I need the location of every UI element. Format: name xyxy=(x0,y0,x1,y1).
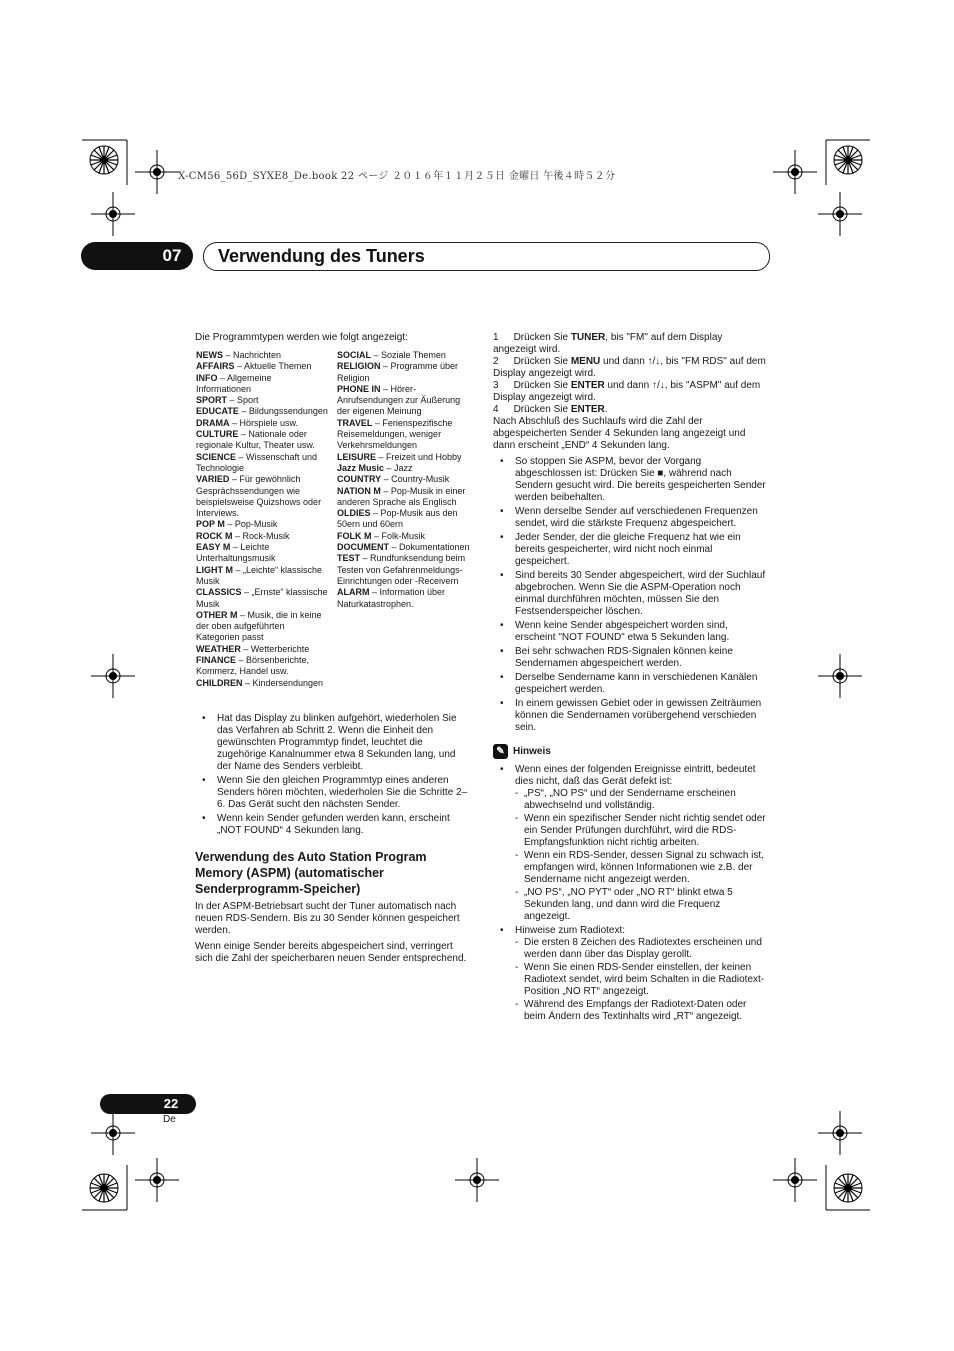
aspm-notes-list xyxy=(493,456,768,734)
list-item: • Sind bereits 30 Sender abgespeichert, wird der Suchlauf abgebrochen. Wenn Sie die ASPM-Operation noch einmal durchführen möchten, müssen Sie den Festsenderspeicher löschen. xyxy=(493,570,768,618)
program-type-code: OLDIES xyxy=(337,508,371,519)
program-type-description: – Wissenschaft und Technologie xyxy=(196,451,318,473)
program-type-entry xyxy=(337,418,470,452)
program-type-entry xyxy=(337,474,470,485)
program-type-entry xyxy=(337,553,470,587)
program-type-code: FINANCE xyxy=(196,655,236,666)
program-type-code: SCIENCE xyxy=(196,451,237,462)
program-type-description: – Börsenberichte, Kommerz, Handel usw. xyxy=(196,655,310,677)
list-item: • Wenn keine Sender abgespeichert worden sind, erscheint "NOT FOUND" etwa 5 Sekunden lang. xyxy=(493,620,768,644)
program-type-description: – „Ernste“ klassische Musik xyxy=(196,587,328,609)
list-item: - Während des Empfangs der Radiotext-Daten oder beim Ändern des Textinhalts wird „RT“ angezeigt. xyxy=(493,999,768,1023)
step-text-post: und dann ↑/↓, bis "ASPM" auf dem Display angezeigt wird. xyxy=(493,380,761,403)
program-type-description: – Pop-Musik in einer anderen Sprache als Englisch xyxy=(337,485,466,507)
hint-block xyxy=(493,764,768,1025)
program-type-entry xyxy=(337,350,470,361)
program-type-entry xyxy=(196,452,328,475)
list-item: - Die ersten 8 Zeichen des Radiotextes erscheinen und werden dann über das Display gerollt. xyxy=(493,937,768,961)
program-type-description: – Jazz xyxy=(384,462,413,473)
program-type-entry xyxy=(337,508,470,531)
program-type-entry xyxy=(196,373,328,396)
list-item: - „NO PS“, „NO PYT“ oder „NO RT“ blinkt etwa 5 Sekunden lang, und dann wird die Frequenz angezeigt. xyxy=(493,887,768,923)
section-heading-aspm: Verwendung des Auto Station Program Memory (ASPM) (automatischer Senderprogramm-Speicher) xyxy=(195,850,427,896)
program-type-code: TRAVEL xyxy=(337,417,373,428)
list-item: • Hat das Display zu blinken aufgehört, wiederholen Sie das Verfahren ab Schritt 2. Wenn die Einheit den gewünschten Programmtyp findet, leuchtet die zugehörige Kanalnummer etwa 8 Sekunden lang, und der Name des Senders verbleibt. xyxy=(195,713,470,773)
program-type-entry xyxy=(337,542,470,553)
hint-sub-list xyxy=(493,937,768,1023)
program-type-code: INFO xyxy=(196,372,218,383)
step-number: 3 xyxy=(493,380,499,391)
program-type-description: – Pop-Musik aus den 50ern und 60ern xyxy=(337,508,458,530)
hint-bullet-text: Hinweise zum Radiotext: xyxy=(515,925,626,936)
program-type-entry xyxy=(196,610,328,644)
program-type-description: – Hörspiele usw. xyxy=(229,417,299,428)
program-type-description: – Rock-Musik xyxy=(232,530,290,541)
program-type-code: WEATHER xyxy=(196,643,241,654)
program-types-intro: Die Programmtypen werden wie folgt angezeigt: xyxy=(195,332,408,343)
list-item: • Wenn kein Sender gefunden werden kann, erscheint „NOT FOUND“ 4 Sekunden lang. xyxy=(195,813,470,837)
program-type-description: – Nationale oder regionale Kultur, Theater usw. xyxy=(196,429,315,451)
list-item: - Wenn Sie einen RDS-Sender einstellen, der keinen Radiotext sendet, wird beim Schalten in die Radiotext-Position „NO RT“ angezeigt. xyxy=(493,962,768,998)
program-type-entry xyxy=(196,587,328,610)
program-type-entry xyxy=(196,395,328,406)
list-item: • In einem gewissen Gebiet oder in gewissen Zeiträumen können die Sendernamen vorübergehend verschieden sein. xyxy=(493,698,768,734)
note-icon: ✎ xyxy=(493,744,508,759)
list-item: - „PS“, „NO PS“ und der Sendername erscheinen abwechselnd und vollständig. xyxy=(493,788,768,812)
list-item: • Wenn Sie den gleichen Programmtyp eines anderen Senders hören möchten, wiederholen Sie die Schritte 2–6. Das Gerät sucht den nächsten Sender. xyxy=(195,775,470,811)
program-type-code: SPORT xyxy=(196,395,228,406)
program-type-description: – Nachrichten xyxy=(223,350,282,360)
program-type-code: Jazz Music xyxy=(337,462,385,473)
program-type-description: – Programme über Religion xyxy=(337,361,459,383)
program-type-description: – Wetterberichte xyxy=(240,643,310,654)
step-2 xyxy=(493,356,768,380)
program-type-code: VARIED xyxy=(196,474,230,485)
after-steps-text: Nach Abschluß des Suchlaufs wird die Zahl der abgespeicherten Sender 4 Sekunden lang angezeigt und dann erscheint „END“ 4 Sekunden lang. xyxy=(493,416,746,451)
program-type-entry xyxy=(196,418,328,429)
program-type-entry xyxy=(196,474,328,519)
program-type-description: – Musik, die in keine der oben aufgeführten Kategorien passt xyxy=(196,609,322,643)
program-type-entry xyxy=(196,655,328,678)
page-number: 22 xyxy=(163,1096,179,1111)
chapter-title: Verwendung des Tuners xyxy=(218,246,425,266)
program-type-code: CHILDREN xyxy=(196,677,243,688)
program-type-code: LEISURE xyxy=(337,451,377,462)
program-type-entry xyxy=(196,531,328,542)
program-type-code: NEWS xyxy=(196,350,223,360)
key-label: ENTER xyxy=(570,380,605,391)
program-type-description: – Rundfunksendung beim Testen von Gefahrenmeldungs-Einrichtungen oder -Receivern xyxy=(337,553,466,586)
program-type-description: – Folk-Musik xyxy=(371,530,426,541)
step-text-post: und dann ↑/↓, bis "FM RDS" auf dem Display angezeigt wird. xyxy=(493,356,766,379)
list-item: • So stoppen Sie ASPM, bevor der Vorgang abgeschlossen ist: Drücken Sie ■, während nach Sendern gesucht wird. Die bereits gespeicherten Sender werden beibehalten. xyxy=(493,456,768,504)
program-type-code: COUNTRY xyxy=(337,474,382,485)
program-type-entry xyxy=(196,644,328,655)
program-type-entry xyxy=(196,565,328,588)
program-type-code: POP M xyxy=(196,519,225,530)
program-type-code: FOLK M xyxy=(337,530,372,541)
program-type-code: TEST xyxy=(337,553,361,564)
step-number: 1 xyxy=(493,332,499,343)
program-type-code: RELIGION xyxy=(337,361,381,372)
step-text-pre: Drücken Sie xyxy=(513,404,571,415)
program-type-entry xyxy=(196,678,328,689)
aspm-paragraph-1: In der ASPM-Betriebsart sucht der Tuner automatisch nach neuen RDS-Sendern. Bis zu 30 Sender können gespeichert werden. xyxy=(195,901,460,936)
program-type-description: – Dokumentationen xyxy=(389,542,470,553)
program-type-description: – Sport xyxy=(227,395,259,406)
program-type-code: DRAMA xyxy=(196,417,230,428)
right-column xyxy=(493,332,768,736)
language-code: De xyxy=(163,1114,176,1125)
step-4 xyxy=(493,404,768,416)
program-type-description: – Allgemeine Informationen xyxy=(196,372,272,394)
list-item xyxy=(493,764,768,923)
program-type-code: DOCUMENT xyxy=(337,542,389,553)
left-column xyxy=(195,332,470,344)
step-1 xyxy=(493,332,768,356)
list-item: • Jeder Sender, der die gleiche Frequenz hat wie ein bereits gespeicherter, wird nicht noch einmal gespeichert. xyxy=(493,532,768,568)
list-item: - Wenn ein RDS-Sender, dessen Signal zu schwach ist, empfangen wird, können Informationen wie z.B. der Sendername nicht angezeigt werden. xyxy=(493,850,768,886)
list-item xyxy=(493,925,768,1023)
program-type-entry xyxy=(196,429,328,452)
list-item: • Wenn derselbe Sender auf verschiedenen Frequenzen sendet, wird die stärkste Frequenz abgespeichert. xyxy=(493,506,768,530)
step-number: 2 xyxy=(493,356,499,367)
program-type-description: – Freizeit und Hobby xyxy=(376,451,462,462)
program-type-description: – Information über Naturkatastrophen. xyxy=(337,587,446,609)
key-label: ENTER xyxy=(570,404,605,415)
hint-list xyxy=(493,764,768,1023)
program-types-list-2 xyxy=(337,350,470,610)
program-type-description: – Leichte Unterhaltungsmusik xyxy=(196,542,276,564)
list-item: • Derselbe Sendername kann in verschiedenen Kanälen gespeichert werden. xyxy=(493,672,768,696)
step-text-post: , bis "FM" auf dem Display angezeigt wird. xyxy=(493,332,723,355)
step-text-pre: Drücken Sie xyxy=(513,356,571,367)
program-type-code: ALARM xyxy=(337,587,370,598)
step-number: 4 xyxy=(493,404,499,415)
left-bullets-block xyxy=(195,713,470,965)
program-type-code: PHONE IN xyxy=(337,383,381,394)
program-type-entry xyxy=(337,452,470,463)
program-type-entry xyxy=(196,361,328,372)
program-type-code: SOCIAL xyxy=(337,350,372,360)
list-item: • Bei sehr schwachen RDS-Signalen können keine Sendernamen abgespeichert werden. xyxy=(493,646,768,670)
step-text-post: . xyxy=(604,404,608,415)
program-type-entry xyxy=(337,486,470,509)
print-info-line: X-CM56_56D_SYXE8_De.book 22 ページ ２０１６年１１月２５日 金曜日 午後４時５２分 xyxy=(178,171,616,182)
program-type-code: EASY M xyxy=(196,542,231,553)
program-type-description: – Kindersendungen xyxy=(242,677,324,688)
program-type-code: CULTURE xyxy=(196,429,239,440)
program-type-description: – Für gewöhnlich Gesprächssendungen wie beispielsweise Quizshows oder Interviews. xyxy=(196,474,322,519)
program-type-entry xyxy=(196,350,328,361)
program-type-entry xyxy=(196,406,328,417)
hint-bullet-text: Wenn eines der folgenden Ereignisse eintritt, bedeutet dies nicht, daß das Gerät defekt ist: xyxy=(515,764,756,787)
program-type-entry xyxy=(196,542,328,565)
hint-sub-list xyxy=(493,788,768,923)
step-3 xyxy=(493,380,768,404)
hint-label: Hinweis xyxy=(513,746,551,757)
left-bullet-list xyxy=(195,713,470,837)
program-type-code: ROCK M xyxy=(196,530,233,541)
program-type-code: EDUCATE xyxy=(196,406,239,417)
aspm-paragraph-2: Wenn einige Sender bereits abgespeichert sind, verringert sich die Zahl der speicherbaren neuen Sender entsprechend. xyxy=(195,941,467,964)
key-label: TUNER xyxy=(570,332,606,343)
program-type-description: – Ferienspezifische Reisemeldungen, weniger Verkehrsmeldungen xyxy=(337,417,453,451)
program-type-entry xyxy=(337,531,470,542)
program-type-entry xyxy=(337,384,470,418)
chapter-number: 07 xyxy=(162,246,182,265)
key-label: MENU xyxy=(570,356,601,367)
program-type-code: LIGHT M xyxy=(196,564,233,575)
hint-header xyxy=(493,744,551,759)
step-text-pre: Drücken Sie xyxy=(513,380,571,391)
program-type-description: – „Leichte“ klassische Musik xyxy=(196,564,323,586)
program-type-description: – Country-Musik xyxy=(381,474,450,485)
program-type-entry xyxy=(337,463,470,474)
program-type-entry xyxy=(337,587,470,610)
program-type-description: – Bildungssendungen xyxy=(238,406,328,417)
program-type-code: CLASSICS xyxy=(196,587,242,598)
program-type-code: NATION M xyxy=(337,485,381,496)
list-item: - Wenn ein spezifischer Sender nicht richtig sendet oder ein Sender Prüfungen durchführt, wird die RDS-Empfangsfunktion nicht richtig arbeiten. xyxy=(493,813,768,849)
program-type-description: – Hörer-Anrufsendungen zur Äußerung der eigenen Meinung xyxy=(337,383,461,417)
program-type-description: – Soziale Themen xyxy=(371,350,446,360)
program-type-code: OTHER M xyxy=(196,609,238,620)
program-type-code: AFFAIRS xyxy=(196,361,235,372)
program-type-entry xyxy=(337,361,470,384)
program-type-description: – Pop-Musik xyxy=(224,519,278,530)
program-type-entry xyxy=(196,519,328,530)
step-text-pre: Drücken Sie xyxy=(513,332,571,343)
program-types-list-1 xyxy=(196,350,328,689)
program-type-description: – Aktuelle Themen xyxy=(234,361,312,372)
